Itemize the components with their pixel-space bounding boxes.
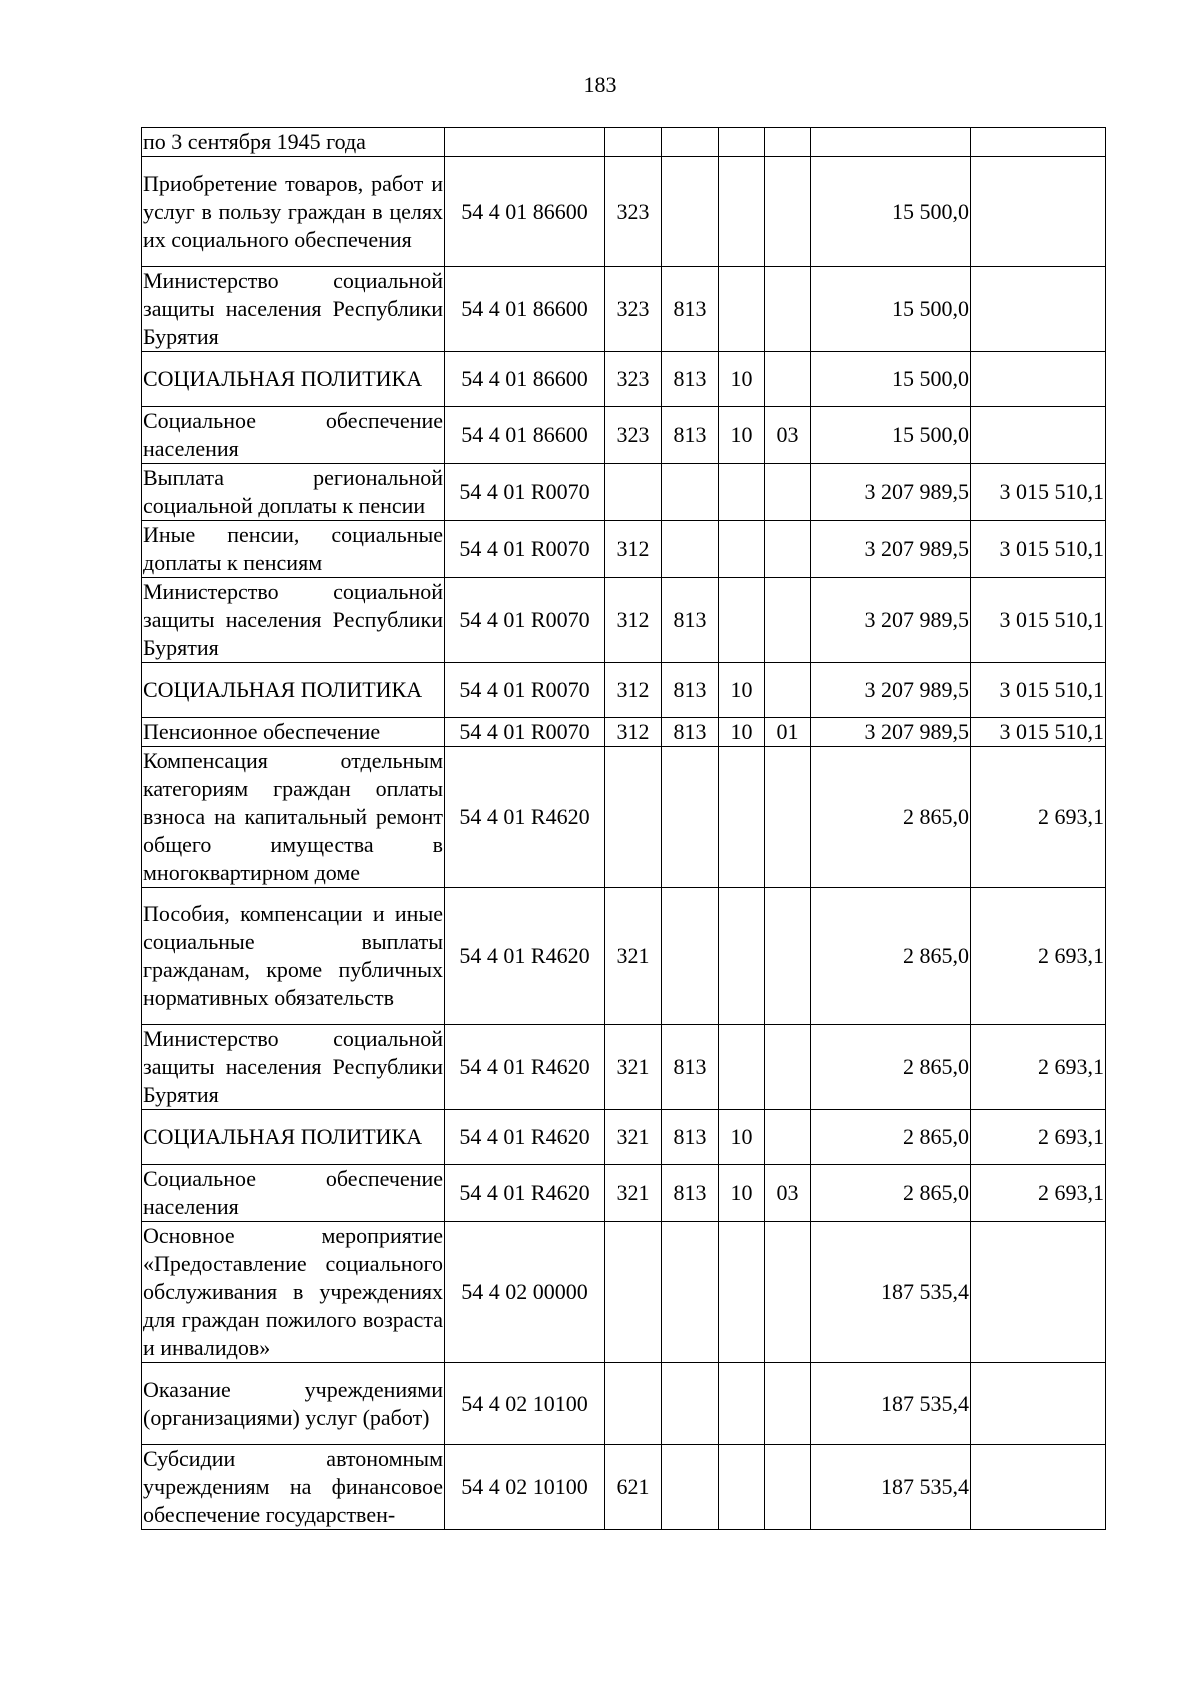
table-row <box>142 464 1106 521</box>
ministry-code-cell <box>662 1445 719 1530</box>
section-code-cell: 10 <box>719 1110 765 1165</box>
table-row <box>142 578 1106 663</box>
amount-year-1-cell: 15 500,0 <box>811 352 971 407</box>
subsection-code-cell <box>765 521 811 578</box>
table-row <box>142 128 1106 157</box>
row-name-cell: Выплата региональной социальной доплаты к пенсии <box>142 464 445 521</box>
amount-year-1-cell: 187 535,4 <box>811 1222 971 1363</box>
table-row <box>142 1222 1106 1363</box>
target-article-code-cell: 54 4 02 10100 <box>445 1363 605 1445</box>
section-code-cell: 10 <box>719 407 765 464</box>
target-article-code-cell: 54 4 01 R4620 <box>445 1165 605 1222</box>
target-article-code-cell: 54 4 01 R0070 <box>445 521 605 578</box>
expense-type-cell: 621 <box>605 1445 662 1530</box>
target-article-code-cell: 54 4 01 R4620 <box>445 1025 605 1110</box>
amount-year-1-cell: 2 865,0 <box>811 1110 971 1165</box>
table-row <box>142 1445 1106 1530</box>
table-row <box>142 747 1106 888</box>
section-code-cell <box>719 157 765 267</box>
target-article-code-cell: 54 4 01 R4620 <box>445 1110 605 1165</box>
amount-year-2-cell <box>971 267 1106 352</box>
ministry-code-cell <box>662 521 719 578</box>
subsection-code-cell <box>765 128 811 157</box>
row-name-cell: по 3 сентября 1945 года <box>142 128 445 157</box>
table-row <box>142 1165 1106 1222</box>
section-code-cell <box>719 1025 765 1110</box>
subsection-code-cell <box>765 1110 811 1165</box>
section-code-cell <box>719 578 765 663</box>
expense-type-cell: 321 <box>605 1025 662 1110</box>
table-row <box>142 407 1106 464</box>
target-article-code-cell: 54 4 01 R0070 <box>445 718 605 747</box>
row-name-cell: Компенсация отдельным категориям граждан оплаты взноса на капитальный ремонт общего имущества в многоквартирном доме <box>142 747 445 888</box>
subsection-code-cell <box>765 578 811 663</box>
ministry-code-cell <box>662 1222 719 1363</box>
amount-year-2-cell: 2 693,1 <box>971 1165 1106 1222</box>
ministry-code-cell: 813 <box>662 663 719 718</box>
row-name-cell: СОЦИАЛЬНАЯ ПОЛИТИКА <box>142 352 445 407</box>
table-row <box>142 663 1106 718</box>
subsection-code-cell <box>765 1363 811 1445</box>
ministry-code-cell: 813 <box>662 1110 719 1165</box>
amount-year-2-cell: 2 693,1 <box>971 747 1106 888</box>
subsection-code-cell: 03 <box>765 1165 811 1222</box>
ministry-code-cell <box>662 747 719 888</box>
row-name-cell: Социальное обеспечение населения <box>142 1165 445 1222</box>
row-name-cell: Министерство социальной защиты населения Республики Бурятия <box>142 267 445 352</box>
ministry-code-cell: 813 <box>662 407 719 464</box>
amount-year-2-cell: 3 015 510,1 <box>971 521 1106 578</box>
amount-year-2-cell: 3 015 510,1 <box>971 578 1106 663</box>
target-article-code-cell: 54 4 01 86600 <box>445 157 605 267</box>
amount-year-2-cell: 2 693,1 <box>971 1025 1106 1110</box>
ministry-code-cell: 813 <box>662 267 719 352</box>
amount-year-1-cell: 15 500,0 <box>811 407 971 464</box>
amount-year-1-cell: 15 500,0 <box>811 267 971 352</box>
section-code-cell: 10 <box>719 663 765 718</box>
section-code-cell <box>719 464 765 521</box>
section-code-cell <box>719 1363 765 1445</box>
section-code-cell <box>719 1445 765 1530</box>
table-row <box>142 888 1106 1025</box>
ministry-code-cell: 813 <box>662 352 719 407</box>
subsection-code-cell <box>765 747 811 888</box>
amount-year-2-cell <box>971 157 1106 267</box>
target-article-code-cell: 54 4 01 R4620 <box>445 888 605 1025</box>
ministry-code-cell <box>662 1363 719 1445</box>
row-name-cell: Основное мероприятие «Предоставление социального обслуживания в учреждениях для граждан пожилого возраста и инвалидов» <box>142 1222 445 1363</box>
subsection-code-cell <box>765 267 811 352</box>
page-number: 183 <box>583 72 617 97</box>
amount-year-1-cell: 2 865,0 <box>811 1165 971 1222</box>
amount-year-1-cell: 187 535,4 <box>811 1445 971 1530</box>
target-article-code-cell <box>445 128 605 157</box>
amount-year-2-cell: 3 015 510,1 <box>971 464 1106 521</box>
ministry-code-cell: 813 <box>662 1165 719 1222</box>
table-row <box>142 1363 1106 1445</box>
amount-year-2-cell: 2 693,1 <box>971 888 1106 1025</box>
row-name-cell: Оказание учреждениями (организациями) услуг (работ) <box>142 1363 445 1445</box>
table-row <box>142 718 1106 747</box>
target-article-code-cell: 54 4 01 R0070 <box>445 663 605 718</box>
amount-year-1-cell: 2 865,0 <box>811 888 971 1025</box>
amount-year-1-cell <box>811 128 971 157</box>
expense-type-cell <box>605 747 662 888</box>
section-code-cell <box>719 888 765 1025</box>
amount-year-1-cell: 2 865,0 <box>811 747 971 888</box>
amount-year-2-cell <box>971 352 1106 407</box>
row-name-cell: Министерство социальной защиты населения Республики Бурятия <box>142 1025 445 1110</box>
subsection-code-cell <box>765 888 811 1025</box>
budget-table <box>141 127 1106 1530</box>
subsection-code-cell <box>765 1222 811 1363</box>
row-name-cell: Субсидии автономным учреждениям на финансовое обеспечение государствен- <box>142 1445 445 1530</box>
target-article-code-cell: 54 4 02 10100 <box>445 1445 605 1530</box>
section-code-cell <box>719 128 765 157</box>
expense-type-cell: 323 <box>605 157 662 267</box>
section-code-cell: 10 <box>719 352 765 407</box>
amount-year-2-cell <box>971 1445 1106 1530</box>
ministry-code-cell: 813 <box>662 718 719 747</box>
subsection-code-cell: 01 <box>765 718 811 747</box>
subsection-code-cell <box>765 157 811 267</box>
expense-type-cell: 312 <box>605 663 662 718</box>
section-code-cell <box>719 521 765 578</box>
subsection-code-cell <box>765 663 811 718</box>
table-row <box>142 352 1106 407</box>
target-article-code-cell: 54 4 01 86600 <box>445 407 605 464</box>
subsection-code-cell <box>765 464 811 521</box>
ministry-code-cell: 813 <box>662 1025 719 1110</box>
subsection-code-cell <box>765 352 811 407</box>
expense-type-cell <box>605 464 662 521</box>
target-article-code-cell: 54 4 01 86600 <box>445 352 605 407</box>
target-article-code-cell: 54 4 01 86600 <box>445 267 605 352</box>
row-name-cell: Пенсионное обеспечение <box>142 718 445 747</box>
row-name-cell: СОЦИАЛЬНАЯ ПОЛИТИКА <box>142 1110 445 1165</box>
table-row <box>142 1025 1106 1110</box>
amount-year-2-cell <box>971 1363 1106 1445</box>
amount-year-1-cell: 2 865,0 <box>811 1025 971 1110</box>
target-article-code-cell: 54 4 02 00000 <box>445 1222 605 1363</box>
table-row <box>142 157 1106 267</box>
row-name-cell: Социальное обеспечение населения <box>142 407 445 464</box>
amount-year-2-cell: 3 015 510,1 <box>971 718 1106 747</box>
expense-type-cell: 321 <box>605 888 662 1025</box>
expense-type-cell: 321 <box>605 1165 662 1222</box>
expense-type-cell: 323 <box>605 352 662 407</box>
expense-type-cell: 321 <box>605 1110 662 1165</box>
amount-year-2-cell: 3 015 510,1 <box>971 663 1106 718</box>
amount-year-2-cell <box>971 1222 1106 1363</box>
target-article-code-cell: 54 4 01 R0070 <box>445 578 605 663</box>
amount-year-2-cell <box>971 407 1106 464</box>
subsection-code-cell <box>765 1445 811 1530</box>
row-name-cell: Пособия, компенсации и иные социальные выплаты гражданам, кроме публичных нормативных обязательств <box>142 888 445 1025</box>
table-row <box>142 267 1106 352</box>
ministry-code-cell: 813 <box>662 578 719 663</box>
row-name-cell: СОЦИАЛЬНАЯ ПОЛИТИКА <box>142 663 445 718</box>
section-code-cell <box>719 267 765 352</box>
expense-type-cell: 312 <box>605 578 662 663</box>
row-name-cell: Иные пенсии, социальные доплаты к пенсиям <box>142 521 445 578</box>
table-row <box>142 1110 1106 1165</box>
subsection-code-cell: 03 <box>765 407 811 464</box>
expense-type-cell <box>605 1363 662 1445</box>
amount-year-1-cell: 3 207 989,5 <box>811 521 971 578</box>
subsection-code-cell <box>765 1025 811 1110</box>
amount-year-1-cell: 3 207 989,5 <box>811 578 971 663</box>
amount-year-1-cell: 15 500,0 <box>811 157 971 267</box>
row-name-cell: Приобретение товаров, работ и услуг в пользу граждан в целях их социального обеспечения <box>142 157 445 267</box>
ministry-code-cell <box>662 464 719 521</box>
expense-type-cell: 323 <box>605 407 662 464</box>
ministry-code-cell <box>662 128 719 157</box>
section-code-cell: 10 <box>719 1165 765 1222</box>
expense-type-cell <box>605 128 662 157</box>
section-code-cell: 10 <box>719 718 765 747</box>
expense-type-cell <box>605 1222 662 1363</box>
section-code-cell <box>719 747 765 888</box>
expense-type-cell: 323 <box>605 267 662 352</box>
row-name-cell: Министерство социальной защиты населения Республики Бурятия <box>142 578 445 663</box>
table-row <box>142 521 1106 578</box>
section-code-cell <box>719 1222 765 1363</box>
target-article-code-cell: 54 4 01 R4620 <box>445 747 605 888</box>
target-article-code-cell: 54 4 01 R0070 <box>445 464 605 521</box>
amount-year-1-cell: 3 207 989,5 <box>811 718 971 747</box>
ministry-code-cell <box>662 888 719 1025</box>
ministry-code-cell <box>662 157 719 267</box>
amount-year-2-cell <box>971 128 1106 157</box>
amount-year-2-cell: 2 693,1 <box>971 1110 1106 1165</box>
expense-type-cell: 312 <box>605 521 662 578</box>
amount-year-1-cell: 3 207 989,5 <box>811 663 971 718</box>
expense-type-cell: 312 <box>605 718 662 747</box>
amount-year-1-cell: 3 207 989,5 <box>811 464 971 521</box>
amount-year-1-cell: 187 535,4 <box>811 1363 971 1445</box>
budget-table-body <box>142 128 1106 1530</box>
